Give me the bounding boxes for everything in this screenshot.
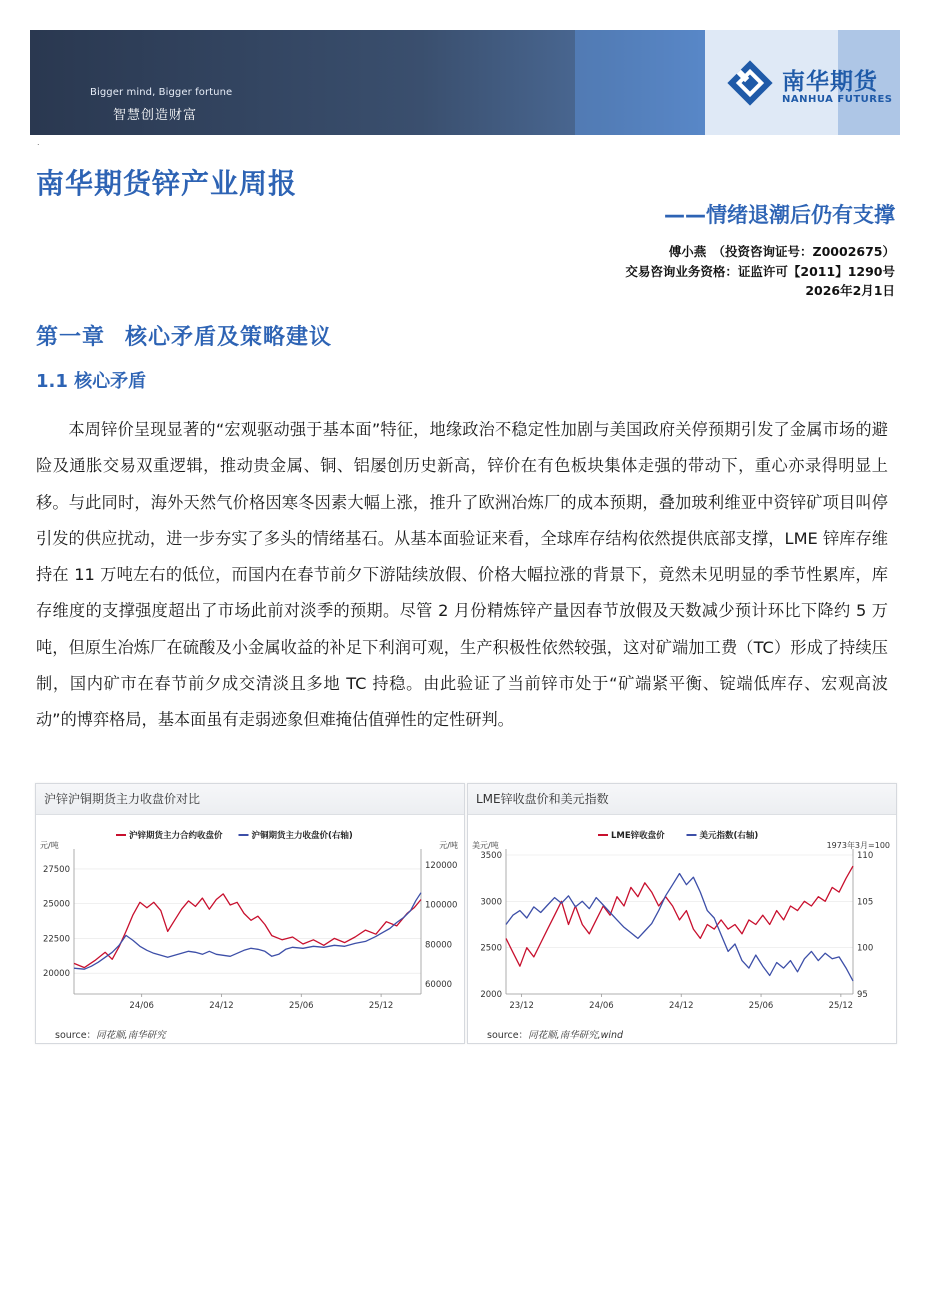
x-tick-label: 25/06 bbox=[289, 1001, 314, 1011]
chart-card-zinc-copper bbox=[35, 783, 465, 1044]
series-line bbox=[506, 874, 853, 982]
x-tick-label: 24/12 bbox=[209, 1001, 234, 1011]
chart-card-title: 沪锌沪铜期货主力收盘价对比 bbox=[36, 784, 464, 815]
x-tick-label: 24/06 bbox=[129, 1001, 154, 1011]
x-tick-label: 24/12 bbox=[668, 1001, 694, 1011]
legend-label: LME锌收盘价 bbox=[611, 831, 665, 841]
x-tick-label: 24/06 bbox=[589, 1001, 614, 1011]
legend-label: 美元指数(右轴) bbox=[699, 831, 759, 841]
logo-wordmark-en: NANHUA FUTURES bbox=[782, 94, 893, 105]
legend-label: 沪铜期货主力收盘价(右轴) bbox=[251, 831, 353, 841]
legend-label: 沪锌期货主力合约收盘价 bbox=[129, 831, 223, 841]
license-line: 交易咨询业务资格：证监许可【2011】1290号 bbox=[625, 264, 895, 279]
y-left-tick: 3500 bbox=[480, 851, 502, 861]
y-left-tick: 20000 bbox=[42, 969, 70, 980]
y-right-unit: 元/吨 bbox=[439, 841, 458, 850]
banner-panel bbox=[575, 30, 705, 135]
y-right-tick: 95 bbox=[857, 990, 868, 1000]
x-tick-label: 23/12 bbox=[509, 1001, 534, 1011]
slogan-english: Bigger mind, Bigger fortune bbox=[90, 87, 233, 98]
source-label: source： bbox=[55, 1030, 97, 1041]
report-title: 南华期货锌产业周报 bbox=[36, 167, 298, 200]
y-right-tick: 80000 bbox=[425, 940, 453, 951]
y-left-tick: 3000 bbox=[480, 897, 502, 908]
source-value: 同花顺,南华研究,wind bbox=[528, 1030, 624, 1041]
header-banner bbox=[30, 30, 900, 135]
y-left-tick: 27500 bbox=[42, 864, 70, 875]
y-left-unit: 美元/吨 bbox=[472, 841, 499, 850]
slogan-chinese: 智慧创造财富 bbox=[113, 108, 198, 123]
dot-mark: . bbox=[37, 138, 40, 147]
chart-source bbox=[55, 1027, 166, 1041]
body-paragraph: 本周锌价呈现显著的“宏观驱动强于基本面”特征，地缘政治不稳定性加剧与美国政府关停预期引发了金属市场的避险及通胀交易双重逻辑，推动贵金属、铜、铝屡创历史新高，锌价在有色板块集体走强的带动下，重心亦录得明显上移。与此同时，海外天然气价格因寒冬因素大幅上涨，推升了欧洲冶炼厂的成本预期，叠加玻利维亚中资锌矿项目叫停引发的供应扰动，进一步夯实了多头的情绪基石。从基本面验证来看，全球库存结构依然提供底部支撑，LME 锌库存维持在 11 万吨左右的低位，而国内在春节前夕下游陆续放假、价格大幅拉涨的背景下，竟然未见明显的季节性累库，库存维度的支撑强度超出了市场此前对淡季的预期。尽管 2 月份精炼锌产量因春节放假及天数减少预计环比下降约 5 万吨，但原生冶炼厂在硫酸及小金属收益的补足下利润可观，生产积极性依然较强，这对矿端加工费（TC）形成了持续压制，国内矿市在春节前夕成交清淡且多地 TC 持稳。由此验证了当前锌市处于“矿端紧平衡、锭端低库存、宏观高波动”的博弈格局，基本面虽有走弱迹象但难掩估值弹性的定性研判。 bbox=[36, 420, 888, 730]
y-left-tick: 2000 bbox=[480, 990, 502, 1000]
y-left-tick: 22500 bbox=[42, 934, 70, 945]
report-subtitle: ——情绪退潮后仍有支撑 bbox=[664, 203, 895, 227]
chapter-title: 核心矛盾及策略建议 bbox=[125, 325, 333, 350]
chart-card-title: LME锌收盘价和美元指数 bbox=[468, 784, 896, 815]
chart-source bbox=[487, 1027, 623, 1041]
chart-card-lme-dxy bbox=[467, 783, 897, 1044]
y-right-tick: 100000 bbox=[425, 900, 458, 911]
author-line: 傅小燕 （投资咨询证号：Z0002675） bbox=[668, 244, 895, 259]
source-value: 同花顺,南华研究 bbox=[96, 1030, 166, 1041]
y-right-tick: 110 bbox=[857, 851, 874, 861]
source-label: source： bbox=[487, 1030, 529, 1041]
y-left-tick: 2500 bbox=[480, 943, 502, 954]
logo-wordmark-cn: 南华期货 bbox=[782, 69, 878, 95]
y-right-unit: 1973年3月=100 bbox=[826, 841, 890, 850]
y-right-tick: 120000 bbox=[425, 860, 458, 871]
chapter-number: 第一章 bbox=[36, 325, 106, 350]
x-tick-label: 25/12 bbox=[828, 1001, 854, 1011]
y-right-tick: 60000 bbox=[425, 980, 453, 991]
section-heading: 1.1 核心矛盾 bbox=[36, 371, 147, 392]
chapter-heading bbox=[36, 320, 332, 351]
series-line bbox=[506, 866, 853, 966]
report-date: 2026年2月1日 bbox=[805, 283, 895, 298]
x-tick-label: 25/06 bbox=[748, 1001, 774, 1011]
x-tick-label: 25/12 bbox=[368, 1001, 394, 1011]
chart-zinc-copper bbox=[36, 815, 464, 1025]
nanhua-logo-icon bbox=[727, 60, 773, 106]
y-left-unit: 元/吨 bbox=[40, 841, 59, 850]
series-line bbox=[74, 894, 421, 968]
y-right-tick: 105 bbox=[857, 897, 874, 908]
y-right-tick: 100 bbox=[857, 943, 874, 954]
chart-lme-dxy bbox=[468, 815, 896, 1025]
y-left-tick: 25000 bbox=[42, 899, 70, 910]
